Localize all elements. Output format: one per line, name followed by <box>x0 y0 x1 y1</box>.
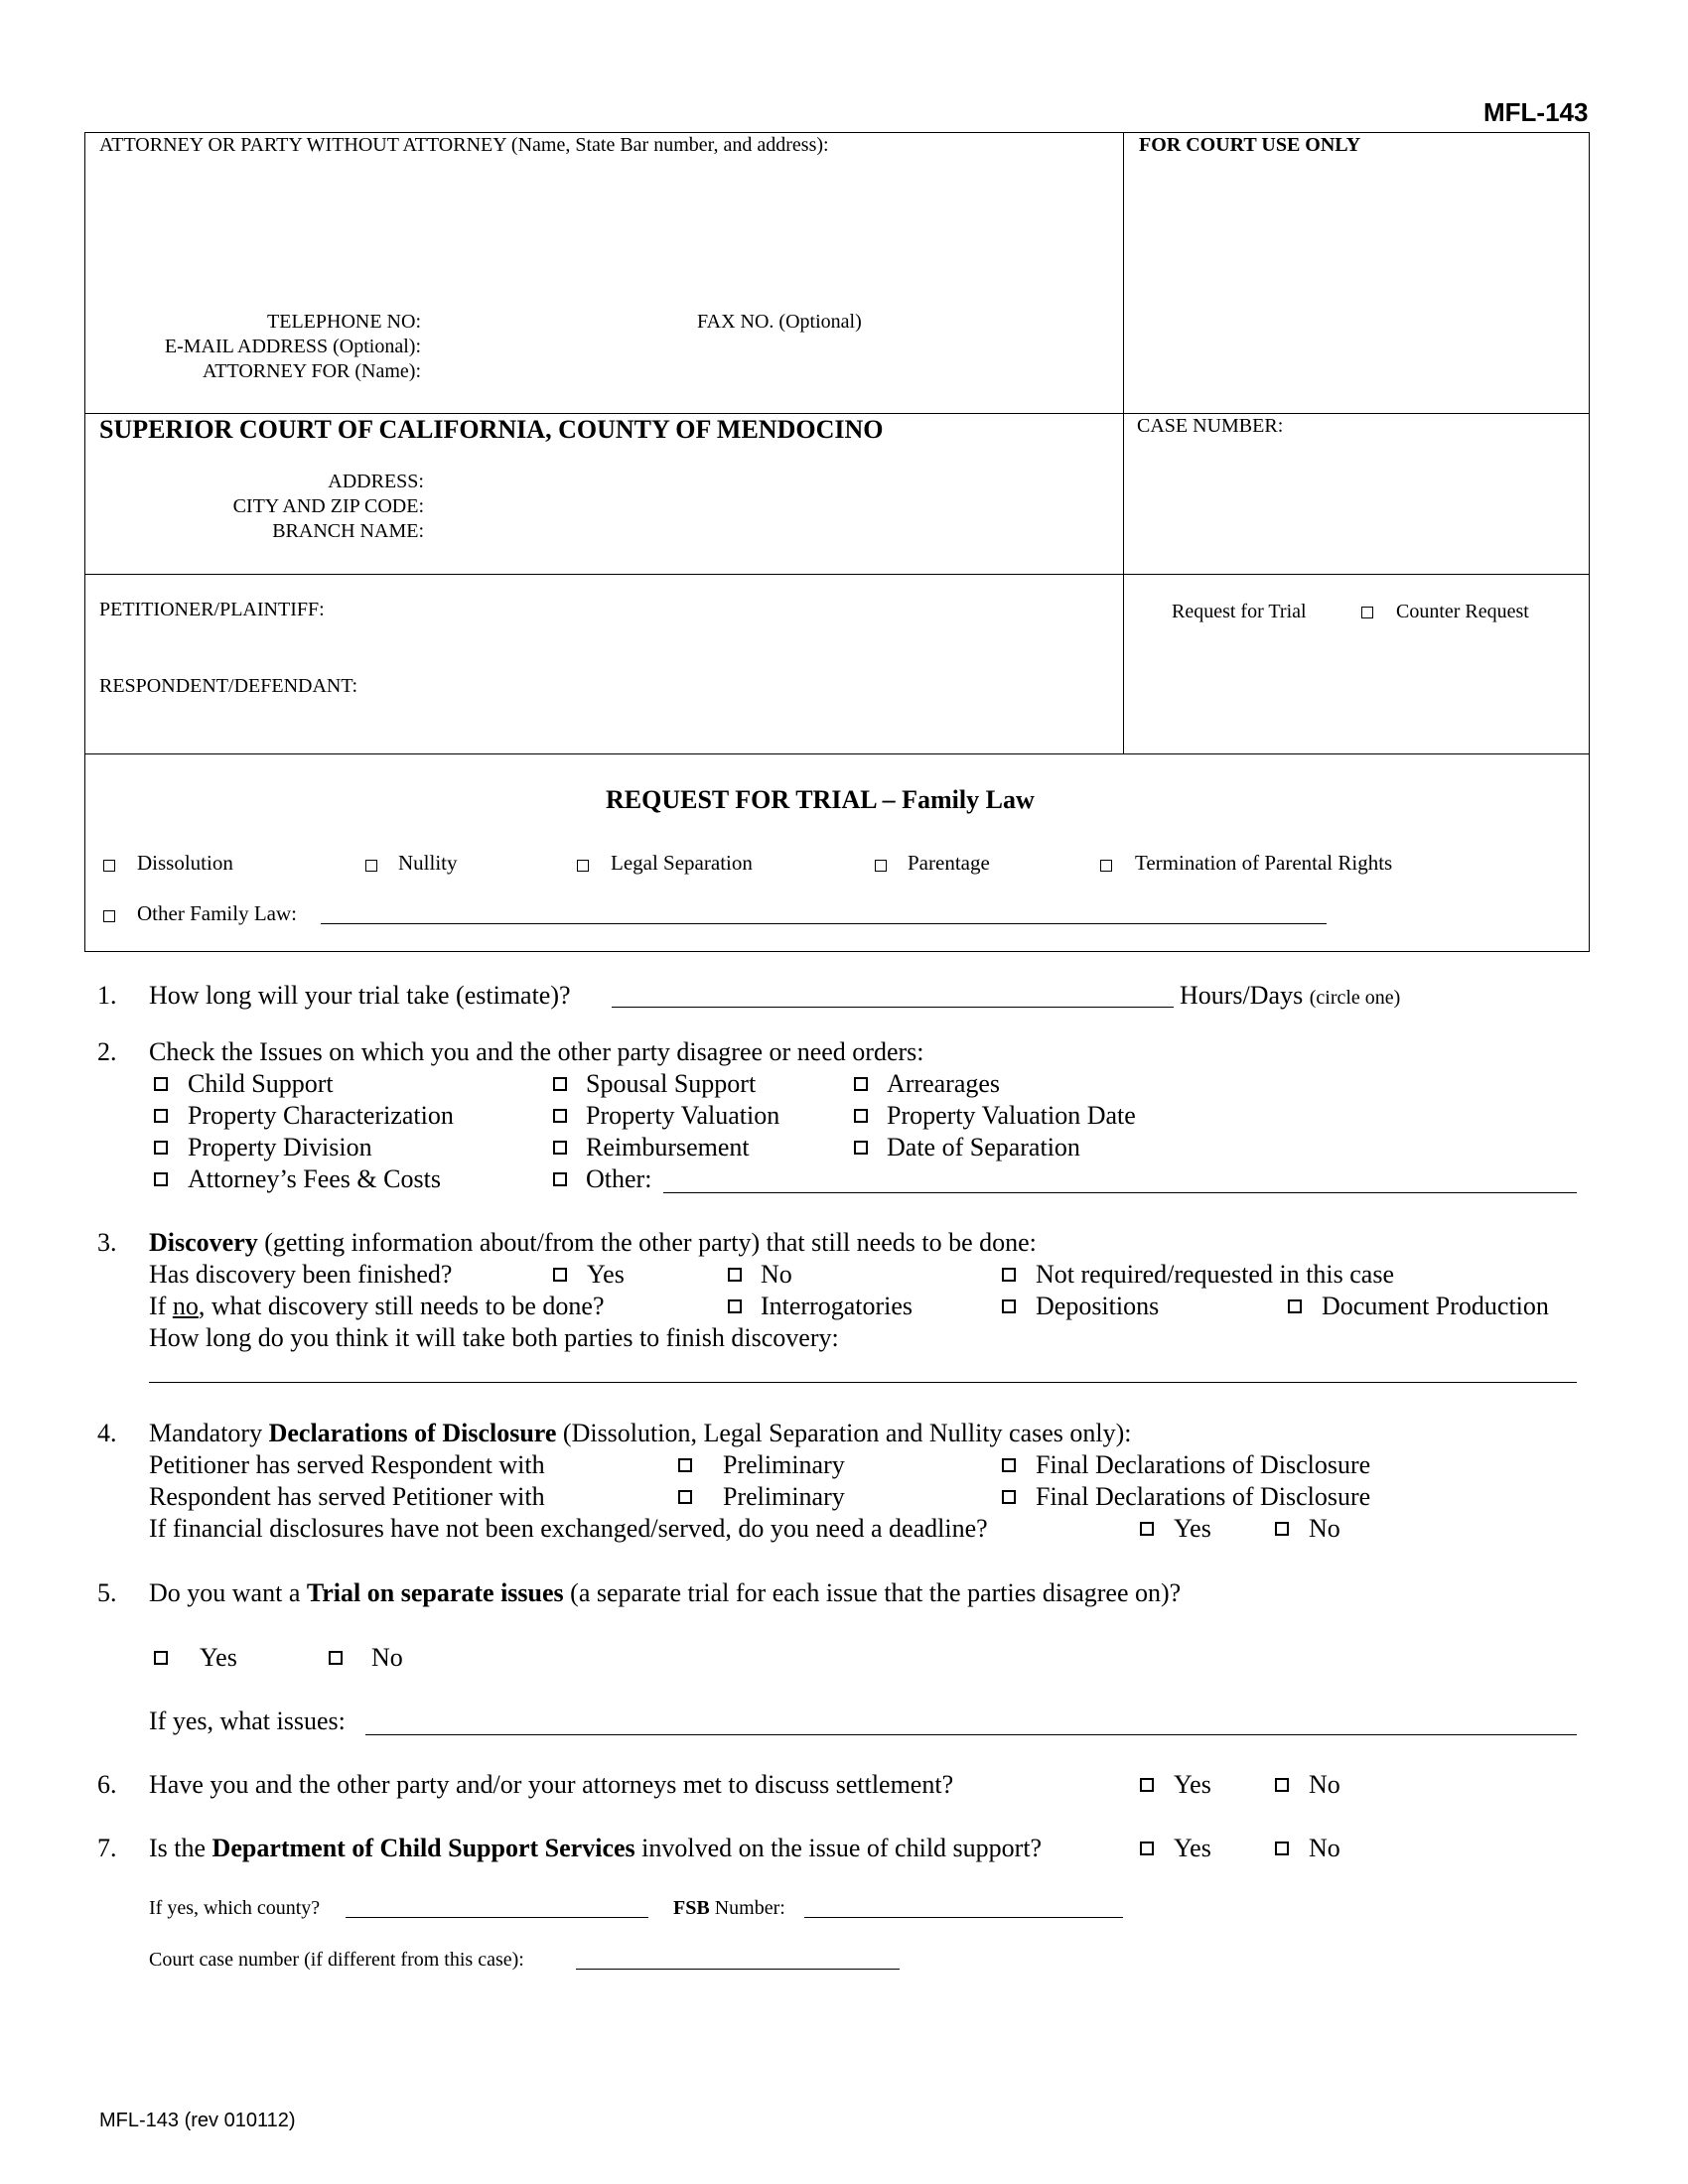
telephone-label: TELEPHONE NO: <box>267 311 421 333</box>
arrearages-label: Arrearages <box>887 1069 1001 1098</box>
property-valuation-date-label: Property Valuation Date <box>887 1101 1136 1130</box>
attorney-label: ATTORNEY OR PARTY WITHOUT ATTORNEY (Name, State Bar number, and address): <box>99 134 829 156</box>
separate-issues-no-label: No <box>371 1643 403 1672</box>
petitioner-preliminary-label: Preliminary <box>723 1450 845 1479</box>
q1-number: 1. <box>97 981 117 1010</box>
q6-text: Have you and the other party and/or your attorneys met to discuss settlement? <box>149 1770 954 1799</box>
property-valuation-label: Property Valuation <box>586 1101 780 1130</box>
interrogatories-checkbox[interactable] <box>728 1299 742 1313</box>
respondent-served-label: Respondent has served Petitioner with <box>149 1482 545 1511</box>
spousal-support-checkbox[interactable] <box>553 1077 567 1091</box>
dcss-no-checkbox[interactable] <box>1275 1842 1289 1855</box>
caption-row-line <box>84 574 1590 575</box>
form-title: REQUEST FOR TRIAL – Family Law <box>606 785 1035 814</box>
deadline-no-checkbox[interactable] <box>1275 1522 1289 1536</box>
discovery-not-required-checkbox[interactable] <box>1002 1268 1016 1282</box>
property-valuation-date-checkbox[interactable] <box>854 1109 868 1123</box>
discovery-finished-no-label: No <box>761 1260 792 1289</box>
property-division-label: Property Division <box>188 1133 372 1161</box>
separate-issues-which-label: If yes, what issues: <box>149 1706 346 1735</box>
caption-row-line <box>84 413 1590 414</box>
petitioner-final-label: Final Declarations of Disclosure <box>1036 1450 1371 1479</box>
discovery-needed-question: If no, what discovery still needs to be done? <box>149 1292 605 1320</box>
termination-label: Termination of Parental Rights <box>1135 851 1393 875</box>
child-support-checkbox[interactable] <box>154 1077 168 1091</box>
deadline-question: If financial disclosures have not been exchanged/served, do you need a deadline? <box>149 1514 988 1543</box>
q5-number: 5. <box>97 1578 117 1607</box>
discovery-finished-no-checkbox[interactable] <box>728 1268 742 1282</box>
petitioner-preliminary-checkbox[interactable] <box>678 1458 692 1472</box>
footer-revision: MFL-143 (rev 010112) <box>99 2110 296 2131</box>
court-case-number-line[interactable] <box>576 1969 900 1970</box>
discovery-not-required-label: Not required/requested in this case <box>1036 1260 1394 1289</box>
separate-issues-line[interactable] <box>365 1734 1577 1735</box>
respondent-final-checkbox[interactable] <box>1002 1490 1016 1504</box>
petitioner-label: PETITIONER/PLAINTIFF: <box>99 599 325 620</box>
counter-request-label: Counter Request <box>1396 601 1529 622</box>
respondent-preliminary-label: Preliminary <box>723 1482 845 1511</box>
property-characterization-label: Property Characterization <box>188 1101 454 1130</box>
parentage-checkbox[interactable] <box>875 860 887 872</box>
property-valuation-checkbox[interactable] <box>553 1109 567 1123</box>
depositions-label: Depositions <box>1036 1292 1160 1320</box>
city-zip-label: CITY AND ZIP CODE: <box>232 495 424 517</box>
court-name: SUPERIOR COURT OF CALIFORNIA, COUNTY OF MENDOCINO <box>99 415 884 444</box>
q3-number: 3. <box>97 1228 117 1257</box>
q1-unit: Hours/Days (circle one) <box>1180 981 1401 1010</box>
q6-number: 6. <box>97 1770 117 1799</box>
settlement-no-checkbox[interactable] <box>1275 1778 1289 1792</box>
document-production-label: Document Production <box>1322 1292 1549 1320</box>
legal-separation-label: Legal Separation <box>611 851 753 875</box>
q4-text: Mandatory Declarations of Disclosure (Dissolution, Legal Separation and Nullity cases only): <box>149 1419 1132 1447</box>
counter-request-checkbox[interactable] <box>1361 607 1373 618</box>
interrogatories-label: Interrogatories <box>761 1292 914 1320</box>
discovery-finished-yes-label: Yes <box>587 1260 625 1289</box>
address-label: ADDRESS: <box>328 471 424 492</box>
parentage-label: Parentage <box>908 851 990 875</box>
arrearages-checkbox[interactable] <box>854 1077 868 1091</box>
q7-number: 7. <box>97 1834 117 1862</box>
reimbursement-label: Reimbursement <box>586 1133 750 1161</box>
legal-separation-checkbox[interactable] <box>577 860 589 872</box>
separate-issues-no-checkbox[interactable] <box>329 1651 343 1665</box>
q1-text: How long will your trial take (estimate)? <box>149 981 571 1010</box>
branch-label: BRANCH NAME: <box>272 520 424 542</box>
q2-number: 2. <box>97 1037 117 1066</box>
other-issue-checkbox[interactable] <box>553 1172 567 1186</box>
date-of-separation-label: Date of Separation <box>887 1133 1080 1161</box>
nullity-checkbox[interactable] <box>365 860 377 872</box>
court-use-label: FOR COURT USE ONLY <box>1139 134 1361 156</box>
case-number-label: CASE NUMBER: <box>1137 415 1284 437</box>
court-case-number-label: Court case number (if different from this case): <box>149 1949 524 1971</box>
fax-label: FAX NO. (Optional) <box>697 311 862 333</box>
child-support-label: Child Support <box>188 1069 334 1098</box>
other-issue-label: Other: <box>586 1164 652 1193</box>
q1-estimate-line[interactable] <box>612 1007 1174 1008</box>
email-label: E-MAIL ADDRESS (Optional): <box>164 336 421 357</box>
fsb-number-line[interactable] <box>804 1917 1123 1918</box>
settlement-no-label: No <box>1309 1770 1340 1799</box>
dissolution-label: Dissolution <box>137 851 233 875</box>
property-characterization-checkbox[interactable] <box>154 1109 168 1123</box>
respondent-label: RESPONDENT/DEFENDANT: <box>99 675 358 697</box>
dcss-no-label: No <box>1309 1834 1340 1862</box>
discovery-finished-question: Has discovery been finished? <box>149 1260 453 1289</box>
discovery-duration-question: How long do you think it will take both parties to finish discovery: <box>149 1323 839 1352</box>
depositions-checkbox[interactable] <box>1002 1299 1016 1313</box>
other-family-law-checkbox[interactable] <box>103 910 115 922</box>
date-of-separation-checkbox[interactable] <box>854 1141 868 1155</box>
request-for-trial-label: Request for Trial <box>1172 601 1307 622</box>
deadline-yes-checkbox[interactable] <box>1140 1522 1154 1536</box>
attorneys-fees-label: Attorney’s Fees & Costs <box>188 1164 441 1193</box>
dcss-yes-checkbox[interactable] <box>1140 1842 1154 1855</box>
discovery-finished-yes-checkbox[interactable] <box>553 1268 567 1282</box>
caption-row-line <box>84 753 1590 754</box>
petitioner-served-label: Petitioner has served Respondent with <box>149 1450 545 1479</box>
petitioner-final-checkbox[interactable] <box>1002 1458 1016 1472</box>
other-family-law-line[interactable] <box>321 923 1327 924</box>
property-division-checkbox[interactable] <box>154 1141 168 1155</box>
attorneys-fees-checkbox[interactable] <box>154 1172 168 1186</box>
separate-issues-yes-checkbox[interactable] <box>154 1651 168 1665</box>
respondent-preliminary-checkbox[interactable] <box>678 1490 692 1504</box>
nullity-label: Nullity <box>398 851 458 875</box>
discovery-duration-line[interactable] <box>149 1382 1577 1383</box>
which-county-label: If yes, which county? <box>149 1897 321 1919</box>
deadline-no-label: No <box>1309 1514 1340 1543</box>
q3-text: Discovery (getting information about/from the other party) that still needs to be done: <box>149 1228 1037 1257</box>
fsb-number-label: FSB Number: <box>673 1897 785 1919</box>
deadline-yes-label: Yes <box>1174 1514 1211 1543</box>
other-issue-line[interactable] <box>663 1192 1577 1193</box>
reimbursement-checkbox[interactable] <box>553 1141 567 1155</box>
q5-text: Do you want a Trial on separate issues (a separate trial for each issue that the parties disagree on)? <box>149 1578 1182 1607</box>
form-id: MFL-143 <box>1483 97 1589 127</box>
document-production-checkbox[interactable] <box>1288 1299 1302 1313</box>
dcss-yes-label: Yes <box>1174 1834 1211 1862</box>
caption-divider <box>1123 132 1124 753</box>
other-family-law-label: Other Family Law: <box>137 901 297 925</box>
q2-text: Check the Issues on which you and the other party disagree or need orders: <box>149 1037 924 1066</box>
termination-checkbox[interactable] <box>1100 860 1112 872</box>
separate-issues-yes-label: Yes <box>200 1643 237 1672</box>
settlement-yes-checkbox[interactable] <box>1140 1778 1154 1792</box>
dissolution-checkbox[interactable] <box>103 860 115 872</box>
respondent-final-label: Final Declarations of Disclosure <box>1036 1482 1371 1511</box>
q4-number: 4. <box>97 1419 117 1447</box>
attorney-for-label: ATTORNEY FOR (Name): <box>203 360 421 382</box>
settlement-yes-label: Yes <box>1174 1770 1211 1799</box>
which-county-line[interactable] <box>346 1917 648 1918</box>
spousal-support-label: Spousal Support <box>586 1069 757 1098</box>
q7-text: Is the Department of Child Support Services involved on the issue of child support? <box>149 1834 1043 1862</box>
